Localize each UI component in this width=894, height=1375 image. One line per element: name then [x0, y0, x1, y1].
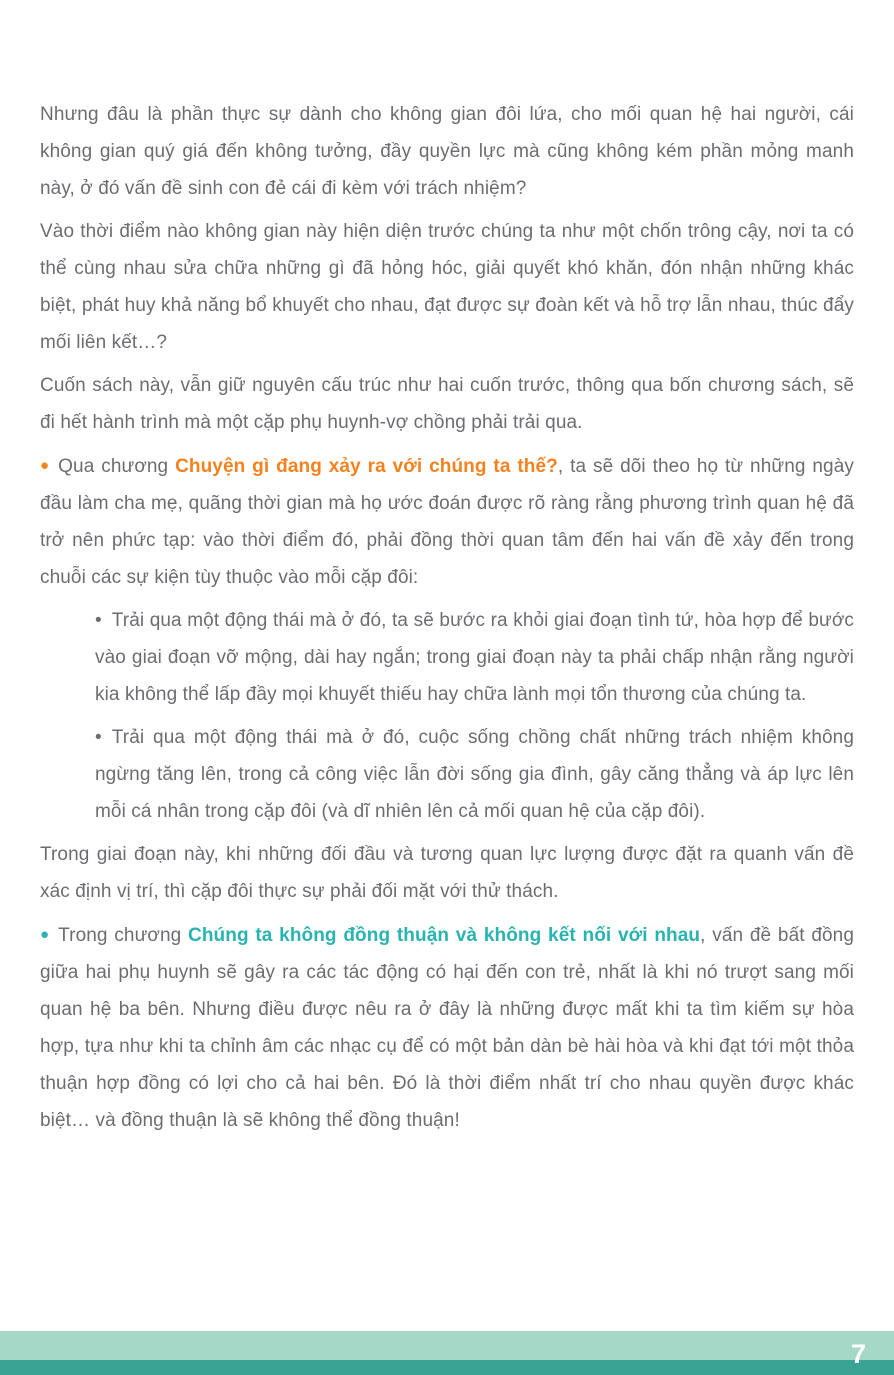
footer-band — [0, 1331, 894, 1360]
page-number: 7 — [850, 1339, 866, 1369]
bullet-paragraph — [40, 447, 854, 596]
body-text: Cuốn sách này, vẫn giữ nguyên cấu trúc như hai cuốn trước, thông qua bốn chương sách, sẽ đi hết hành trình mà một cặp phụ huynh-vợ chồng phải trải qua. — [40, 375, 854, 433]
sub-bullet-paragraph — [40, 719, 854, 830]
paragraph — [40, 213, 854, 361]
paragraph — [40, 367, 854, 441]
body-text: Trong giai đoạn này, khi những đối đầu và tương quan lực lượng được đặt ra quanh vấn đề xác định vị trí, thì cặp đôi thực sự phải đối mặt với thử thách. — [40, 844, 854, 902]
body-text: , vấn đề bất đồng giữa hai phụ huynh sẽ gây ra các tác động có hại đến con trẻ, nhất là khi nó trượt sang mối quan hệ ba bên. Nhưng điều được nêu ra ở đây là những được mất khi ta tìm kiếm sự hòa hợp, tựa như khi ta chỉnh âm các nhạc cụ để có một bản dàn bè hài hòa và khi đạt tới một thỏa thuận hợp đồng có lợi cho cả hai bên. Đó là thời điểm nhất trí cho nhau quyền được khác biệt… và đồng thuận là sẽ không thể đồng thuận! — [40, 925, 854, 1131]
bullet-paragraph — [40, 916, 854, 1139]
chapter-title-text: Chuyện gì đang xảy ra với chúng ta thế? — [175, 456, 558, 477]
body-text: Trong chương — [58, 925, 188, 946]
sub-bullet-paragraph — [40, 602, 854, 713]
body-text: Nhưng đâu là phần thực sự dành cho không gian đôi lứa, cho mối quan hệ hai người, cái không gian quý giá đến không tưởng, đầy quyền lực mà cũng không kém phần mỏng manh này, ở đó vấn đề sinh con đẻ cái đi kèm với trách nhiệm? — [40, 104, 854, 199]
paragraph — [40, 836, 854, 910]
paragraph — [40, 96, 854, 207]
footer-strip — [0, 1360, 894, 1375]
page-body — [40, 96, 854, 1145]
page-footer — [0, 1331, 894, 1375]
body-text: Qua chương — [58, 456, 176, 477]
bullet-icon: ● — [40, 926, 50, 943]
body-text: Trải qua một động thái mà ở đó, cuộc sống chồng chất những trách nhiệm không ngừng tăng lên, trong cả công việc lẫn đời sống gia đình, gây căng thẳng và áp lực lên mỗi cá nhân trong cặp đôi (và dĩ nhiên lên cả mối quan hệ của cặp đôi). — [95, 727, 854, 822]
body-text: , ta sẽ dõi theo họ từ những ngày đầu làm cha mẹ, quãng thời gian mà họ ước đoán được rõ ràng rằng phương trình quan hệ đã trở nên phức tạp: vào thời điểm đó, phải đồng thời quan tâm đến hai vấn đề xảy đến trong chuỗi các sự kiện tùy thuộc vào mỗi cặp đôi: — [40, 456, 854, 588]
body-text: Trải qua một động thái mà ở đó, ta sẽ bước ra khỏi giai đoạn tình tứ, hòa hợp để bước vào giai đoạn vỡ mộng, dài hay ngắn; trong giai đoạn này ta phải chấp nhận rằng người kia không thể lấp đầy mọi khuyết thiếu hay chữa lành mọi tổn thương của chúng ta. — [95, 610, 854, 705]
body-text: Vào thời điểm nào không gian này hiện diện trước chúng ta như một chốn trông cậy, nơi ta có thể cùng nhau sửa chữa những gì đã hỏng hóc, giải quyết khó khăn, đón nhận những khác biệt, phát huy khả năng bổ khuyết cho nhau, đạt được sự đoàn kết và hỗ trợ lẫn nhau, thúc đẩy mối liên kết…? — [40, 221, 854, 353]
bullet-icon: ● — [40, 457, 50, 474]
chapter-title-text: Chúng ta không đồng thuận và không kết nối với nhau — [188, 925, 701, 946]
bullet-icon: • — [95, 610, 102, 631]
bullet-icon: • — [95, 727, 102, 748]
